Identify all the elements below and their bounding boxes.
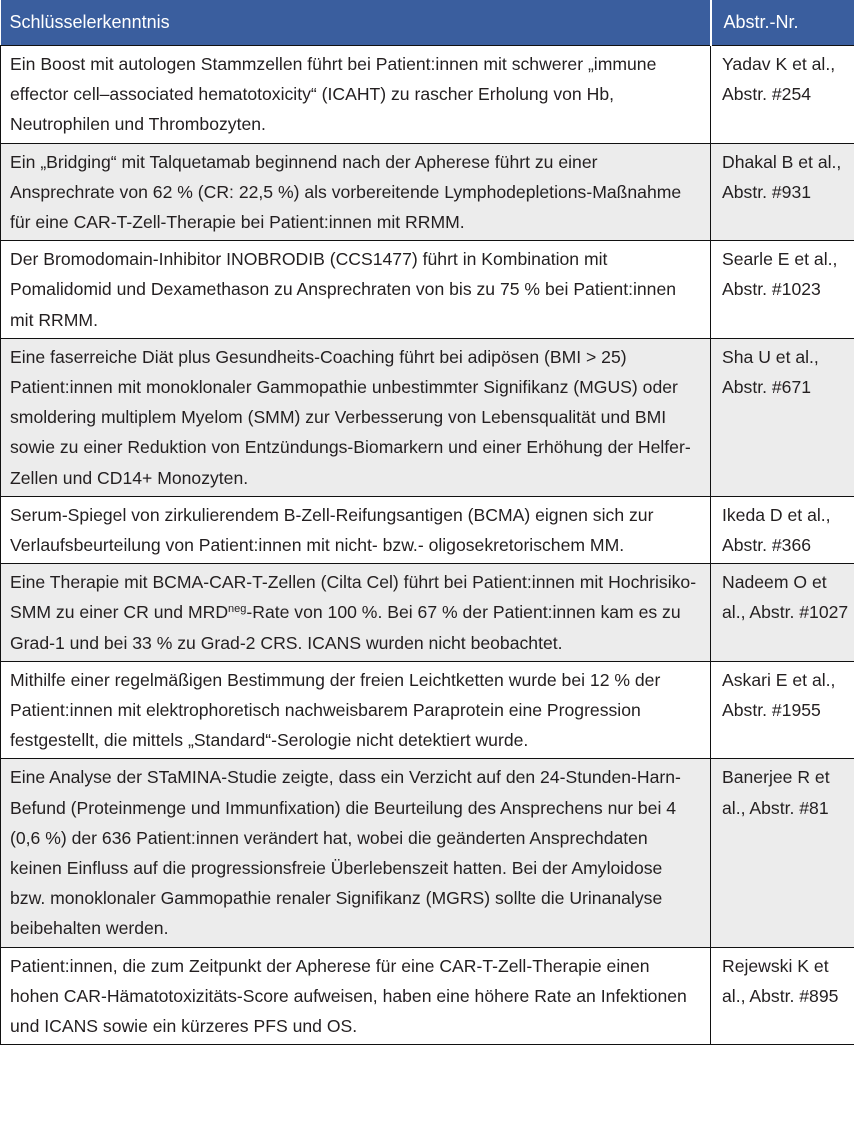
reference-cell: Ikeda D et al., Abstr. #366 <box>711 496 854 563</box>
superscript-neg: neg <box>228 603 247 616</box>
table-row <box>1 338 854 496</box>
reference-cell: Rejewski K et al., Abstr. #895 <box>711 947 854 1045</box>
table-row <box>1 496 854 563</box>
reference-cell: Sha U et al., Abstr. #671 <box>711 338 854 496</box>
finding-cell: Ein Boost mit autologen Stammzellen führt bei Patient:innen mit schwerer „immune effector cell–associated hematotoxicity“ (ICAHT) zu rascher Erholung von Hb, Neutrophilen und Thrombozyten. <box>1 46 711 144</box>
header-abstract-number: Abstr.-Nr. <box>711 0 854 46</box>
finding-cell: Der Bromodomain-Inhibitor INOBRODIB (CCS1477) führt in Kombination mit Pomalidomid und Dexamethason zu Ansprechraten von bis zu 75 % bei Patient:innen mit RRMM. <box>1 241 711 339</box>
header-finding: Schlüsselerkenntnis <box>1 0 711 46</box>
reference-cell: Yadav K et al., Abstr. #254 <box>711 46 854 144</box>
reference-cell: Nadeem O et al., Abstr. #1027 <box>711 564 854 662</box>
finding-cell: Patient:innen, die zum Zeitpunkt der Apherese für eine CAR-T-Zell-Therapie einen hohen CAR-Hämatotoxizitäts-Score aufweisen, haben eine höhere Rate an Infektionen und ICANS sowie ein kürzeres PFS und OS. <box>1 947 711 1045</box>
table-row <box>1 241 854 339</box>
reference-cell: Searle E et al., Abstr. #1023 <box>711 241 854 339</box>
finding-cell <box>1 564 711 662</box>
table-row <box>1 661 854 759</box>
finding-cell: Ein „Bridging“ mit Talquetamab beginnend nach der Apherese führt zu einer Ansprechrate von 62 % (CR: 22,5 %) als vorbereitende Lymphodepletions-Maßnahme für eine CAR-T-Zell-Therapie bei Patient:innen mit RRMM. <box>1 143 711 241</box>
reference-cell: Dhakal B et al., Abstr. #931 <box>711 143 854 241</box>
finding-cell: Eine Analyse der STaMINA-Studie zeigte, dass ein Verzicht auf den 24-Stunden-Harn-Befund (Proteinmenge und Immunfixation) die Beurteilung des Ansprechens nur bei 4 (0,6 %) der 636 Patient:innen verändert hat, wobei die geänderten Ansprechdaten keinen Einfluss auf die progressionsfreie Überlebenszeit hatten. Bei der Amyloidose bzw. monoklonaler Gammopathie renaler Signifikanz (MGRS) sollte die Urinanalyse beibehalten werden. <box>1 759 711 947</box>
table-row <box>1 564 854 662</box>
finding-text-end: -Rate von 100 %. Bei 67 % der Patient:innen kam es zu Grad-1 und bei 33 % zu Grad-2 CRS. ICANS wurden nicht beobachtet. <box>10 602 681 653</box>
table-row <box>1 759 854 947</box>
finding-cell: Mithilfe einer regelmäßigen Bestimmung der freien Leichtketten wurde bei 12 % der Patient:innen mit elektrophoretisch nachweisbarem Paraprotein eine Progression festgestellt, die mittels „Standard“-Serologie nicht detektiert wurde. <box>1 661 711 759</box>
table-row <box>1 947 854 1045</box>
table-row <box>1 46 854 144</box>
finding-text-start: Eine Therapie mit BCMA-CAR-T-Zellen (Cilta Cel) führt bei Patient:innen mit Hochrisiko-SMM zu einer CR und MRD <box>10 572 697 623</box>
reference-cell: Askari E et al., Abstr. #1955 <box>711 661 854 759</box>
reference-cell: Banerjee R et al., Abstr. #81 <box>711 759 854 947</box>
finding-cell: Serum-Spiegel von zirkulierendem B-Zell-Reifungsantigen (BCMA) eignen sich zur Verlaufsbeurteilung von Patient:innen mit nicht- bzw.- oligosekretorischem MM. <box>1 496 711 563</box>
finding-cell: Eine faserreiche Diät plus Gesundheits-Coaching führt bei adipösen (BMI > 25) Patient:innen mit monoklonaler Gammopathie unbestimmter Signifikanz (MGUS) oder smoldering multiplem Myelom (SMM) zur Verbesserung von Lebensqualität und BMI sowie zu einer Reduktion von Entzündungs-Biomarkern und einer Erhöhung der Helfer-Zellen und CD14+ Monozyten. <box>1 338 711 496</box>
table-row <box>1 143 854 241</box>
table-header-row <box>1 0 854 46</box>
